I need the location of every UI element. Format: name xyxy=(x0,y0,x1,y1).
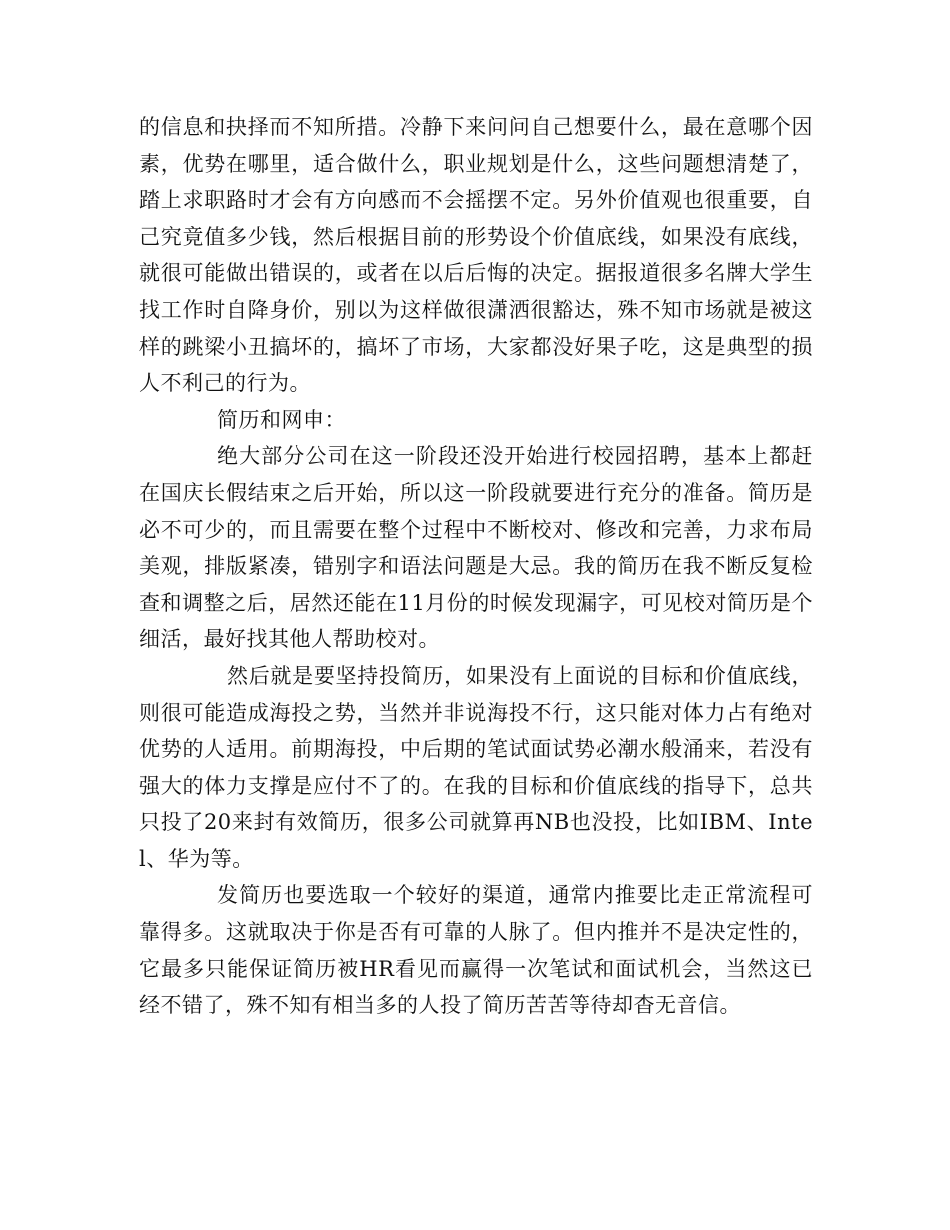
paragraph-resume-prep: 绝大部分公司在这一阶段还没开始进行校园招聘，基本上都赶在国庆长假结束之后开始，所以这一阶段就要进行充分的准备。简历是必不可少的，而且需要在整个过程中不断校对、修改和完善，力求布局美观，排版紧凑，错别字和语法问题是大忌。我的简历在我不断反复检查和调整之后，居然还能在11月份的时候发现漏字，可见校对简历是个细活，最好找其他人帮助校对。 xyxy=(139,444,813,652)
document-body xyxy=(139,109,813,1024)
section-heading-resume: 简历和网申： xyxy=(217,407,346,432)
paragraph-referral-channel: 发简历也要选取一个较好的渠道，通常内推要比走正常流程可靠得多。这就取决于你是否有可靠的人脉了。但内推并不是决定性的，它最多只能保证简历被HR看见而赢得一次笔试和面试机会，当然这已经不错了，殊不知有相当多的人投了简历苦苦等待却杳无音信。 xyxy=(139,883,813,1018)
paragraph-continuation: 的信息和抉择而不知所措。冷静下来问问自己想要什么，最在意哪个因素，优势在哪里，适合做什么，职业规划是什么，这些问题想清楚了，踏上求职路时才会有方向感而不会摇摆不定。另外价值观也很重要，自己究竟值多少钱，然后根据目前的形势设个价值底线，如果没有底线，就很可能做出错误的，或者在以后后悔的决定。据报道很多名牌大学生找工作时自降身价，别以为这样做很潇洒很豁达，殊不知市场就是被这样的跳梁小丑搞坏的，搞坏了市场，大家都没好果子吃，这是典型的损人不利己的行为。 xyxy=(139,115,813,396)
paragraph-resume-sending: 然后就是要坚持投简历，如果没有上面说的目标和价值底线，则很可能造成海投之势，当然并非说海投不行，这只能对体力占有绝对优势的人适用。前期海投，中后期的笔试面试势必潮水般涌来，若没有强大的体力支撑是应付不了的。在我的目标和价值底线的指导下，总共只投了20来封有效简历，很多公司就算再NB也没投，比如IBM、Intel、华为等。 xyxy=(139,663,813,871)
